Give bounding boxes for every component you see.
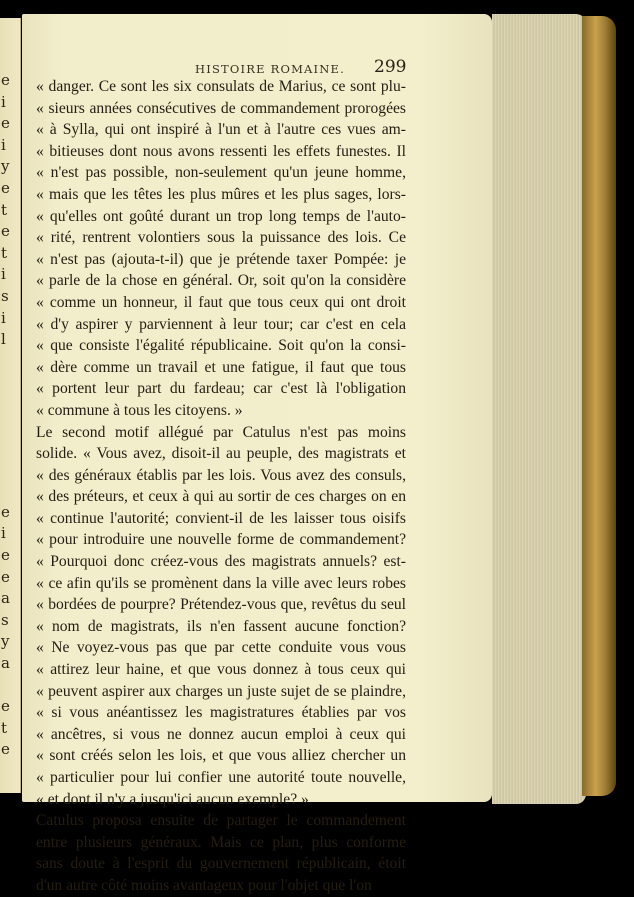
- left-margin-fragment: e: [1, 697, 10, 716]
- left-margin-fragment: [1, 480, 19, 502]
- text-line: entre plusieurs généraux. Mais ce plan, plus conforme: [36, 833, 406, 851]
- text-line: « des préteurs, et ceux à qui au sortir de ces charges on en: [36, 488, 406, 506]
- text-line: « attirez leur haine, et que vous donnez à tous ceux qui: [36, 661, 406, 679]
- left-margin-fragment: a: [1, 654, 10, 673]
- body-text: [36, 76, 406, 897]
- left-margin-fragment: s: [1, 610, 9, 629]
- left-margin-fragment: e: [1, 114, 10, 133]
- left-margin-fragment: a: [1, 589, 10, 608]
- text-line: « Pourquoi donc créez-vous des magistrats annuels? est-: [36, 553, 406, 571]
- text-line: « nom de magistrats, ils n'en fassent aucune fonction?: [36, 617, 406, 635]
- left-margin-fragment: i: [1, 92, 6, 111]
- text-line: Le second motif allégué par Catulus n'est pas moins: [36, 423, 406, 441]
- left-margin-fragment: y: [1, 632, 10, 651]
- left-margin-fragment: i: [1, 524, 6, 543]
- text-line: « à Sylla, qui ont inspiré à l'un et à l'autre ces vues am-: [36, 121, 406, 139]
- left-margin-fragment: e: [1, 567, 10, 586]
- text-line: « rité, rentrent volontiers sous la puissance des lois. Ce: [36, 229, 406, 247]
- text-line: sans doute à l'esprit du gouvernement républicain, étoit: [36, 855, 406, 873]
- text-line: « Ne voyez-vous pas que par cette conduite vous vous: [36, 639, 406, 657]
- left-margin-fragment: e: [1, 546, 10, 565]
- text-line: « et dont il n'y a jusqu'ici aucun exemple? »: [36, 790, 309, 808]
- left-margin-fragment: e: [1, 502, 10, 521]
- left-margin-fragments: [1, 70, 19, 761]
- left-margin-fragment: i: [1, 135, 6, 154]
- page-number: 299: [374, 57, 407, 77]
- text-line: « particulier pour lui confier une autorité toute nouvelle,: [36, 769, 406, 786]
- text-line: « mais que les têtes les plus mûres et les plus sages, lors-: [36, 185, 406, 203]
- left-margin-fragment: y: [1, 157, 10, 176]
- text-line: « des généraux établis par les lois. Vous avez des consuls,: [36, 466, 406, 484]
- text-line: « d'y aspirer y parviennent à leur tour; car c'est en cela: [36, 315, 406, 333]
- text-line: « n'est pas (ajouta-t-il) que je prétende taxer Pompée: je: [36, 250, 406, 268]
- left-margin-fragment: i: [1, 265, 6, 284]
- text-line: d'un autre côté moins avantageux pour l'objet que l'on: [36, 876, 372, 894]
- text-line: « danger. Ce sont les six consulats de Marius, ce sont plu-: [36, 78, 406, 95]
- text-line: « bitieuses dont nous avons ressenti les effets funestes. Il: [36, 142, 406, 160]
- left-margin-fragment: [1, 675, 19, 697]
- text-line: « sont créés selon les lois, et que vous alliez chercher un: [36, 747, 406, 765]
- page-edges: [492, 14, 586, 804]
- text-line: « peuvent aspirer aux charges un juste sujet de se plaindre,: [36, 682, 406, 700]
- left-margin-fragment: [1, 394, 19, 416]
- text-line: « ancêtres, si vous ne donnez aucun emploi à ceux qui: [36, 725, 406, 743]
- text-line: « bordées de pourpre? Prétendez-vous que, revêtus du seul: [36, 596, 406, 614]
- left-margin-fragment: l: [1, 330, 6, 349]
- text-line: solide. « Vous avez, disoit-il au peuple, des magistrats et: [36, 445, 406, 463]
- text-line: « continue l'autorité; convient-il de les laisser tous oisifs: [36, 509, 406, 527]
- left-margin-fragment: t: [1, 200, 8, 219]
- left-margin-fragment: e: [1, 178, 10, 197]
- text-line: « portent leur part du fardeau; car c'est là l'obligation: [36, 380, 406, 398]
- left-margin-fragment: i: [1, 308, 6, 327]
- text-line: « si vous anéantissez les magistratures établies par vos: [36, 704, 406, 722]
- book-spine: [582, 16, 616, 796]
- left-margin-fragment: [1, 437, 19, 459]
- left-margin-fragment: t: [1, 243, 8, 262]
- text-line: Catulus proposa ensuite de partager le commandement: [36, 812, 406, 830]
- text-line: « parle de la chose en général. Or, soit qu'on la considère: [36, 272, 406, 290]
- running-title: HISTOIRE ROMAINE.: [194, 62, 346, 76]
- left-margin-fragment: [1, 351, 19, 373]
- text-line: « commune à tous les citoyens. »: [36, 401, 243, 419]
- text-line: « ce afin qu'ils se promènent dans la ville avec leurs robes: [36, 574, 406, 592]
- left-margin-fragment: e: [1, 222, 10, 241]
- left-margin-fragment: s: [1, 286, 9, 305]
- text-line: « qu'elles ont goûté durant un trop long temps de l'auto-: [36, 207, 406, 225]
- left-margin-fragment: e: [1, 740, 10, 759]
- left-margin-fragment: t: [1, 718, 8, 737]
- text-line: « comme un honneur, il faut que tous ceux qui ont droit: [36, 293, 406, 311]
- text-line: « sieurs années consécutives de commandement prorogées: [36, 99, 406, 117]
- text-line: « pour introduire une nouvelle forme de commandement?: [36, 531, 406, 549]
- text-line: « que consiste l'égalité républicaine. Soit qu'on la consi-: [36, 337, 406, 355]
- text-line: « dère comme un travail et une fatigue, il faut que tous: [36, 358, 406, 376]
- text-line: « n'est pas possible, non-seulement qu'un jeune homme,: [36, 164, 406, 182]
- left-margin-fragment: [1, 372, 19, 394]
- left-margin-fragment: e: [1, 71, 10, 89]
- left-margin-fragment: [1, 459, 19, 481]
- left-margin-fragment: [1, 416, 19, 438]
- left-page-edge: [0, 18, 21, 793]
